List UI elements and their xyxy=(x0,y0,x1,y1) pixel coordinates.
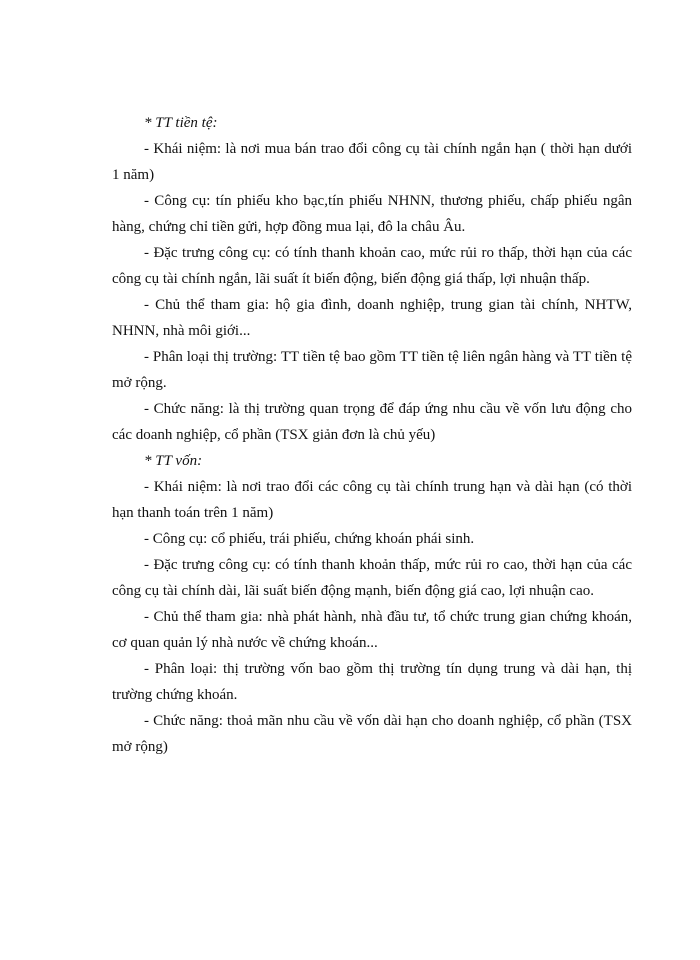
capital-market-characteristics: - Đặc trưng công cụ: có tính thanh khoản thấp, mức rủi ro cao, thời hạn của các công cụ tài chính dài, lãi suất biến động mạnh, biến động giá cao, lợi nhuận cao. xyxy=(112,557,632,599)
capital-market-function: - Chức năng: thoả mãn nhu cầu về vốn dài hạn cho doanh nghiệp, cổ phần (TSX mở rộng) xyxy=(112,713,632,755)
section-heading-money-market: * TT tiền tệ: xyxy=(144,115,218,131)
capital-market-participants: - Chủ thể tham gia: nhà phát hành, nhà đầu tư, tổ chức trung gian chứng khoán, cơ quan quản lý nhà nước về chứng khoán... xyxy=(112,609,632,651)
money-market-classification: - Phân loại thị trường: TT tiền tệ bao gồm TT tiền tệ liên ngân hàng và TT tiền tệ mở rộng. xyxy=(112,349,632,391)
money-market-instruments: - Công cụ: tín phiếu kho bạc,tín phiếu NHNN, thương phiếu, chấp phiếu ngân hàng, chứng chỉ tiền gửi, hợp đồng mua lại, đô la châu Âu. xyxy=(112,193,632,235)
section-heading-capital-market: * TT vốn: xyxy=(144,453,203,469)
money-market-characteristics: - Đặc trưng công cụ: có tính thanh khoản cao, mức rủi ro thấp, thời hạn của các công cụ tài chính ngắn, lãi suất ít biến động, biến động giá thấp, lợi nhuận thấp. xyxy=(112,245,632,287)
capital-market-concept: - Khái niệm: là nơi trao đổi các công cụ tài chính trung hạn và dài hạn (có thời hạn thanh toán trên 1 năm) xyxy=(112,479,632,521)
capital-market-classification: - Phân loại: thị trường vốn bao gồm thị trường tín dụng trung và dài hạn, thị trường chứng khoán. xyxy=(112,661,632,703)
document-page xyxy=(112,110,632,760)
money-market-participants: - Chủ thể tham gia: hộ gia đình, doanh nghiệp, trung gian tài chính, NHTW, NHNN, nhà môi giới... xyxy=(112,297,632,339)
capital-market-instruments: - Công cụ: cổ phiếu, trái phiếu, chứng khoán phái sinh. xyxy=(144,531,475,547)
money-market-function: - Chức năng: là thị trường quan trọng để đáp ứng nhu cầu về vốn lưu động cho các doanh nghiệp, cổ phần (TSX giản đơn là chủ yếu) xyxy=(112,401,632,443)
money-market-concept: - Khái niệm: là nơi mua bán trao đổi công cụ tài chính ngắn hạn ( thời hạn dưới 1 năm) xyxy=(112,141,632,183)
